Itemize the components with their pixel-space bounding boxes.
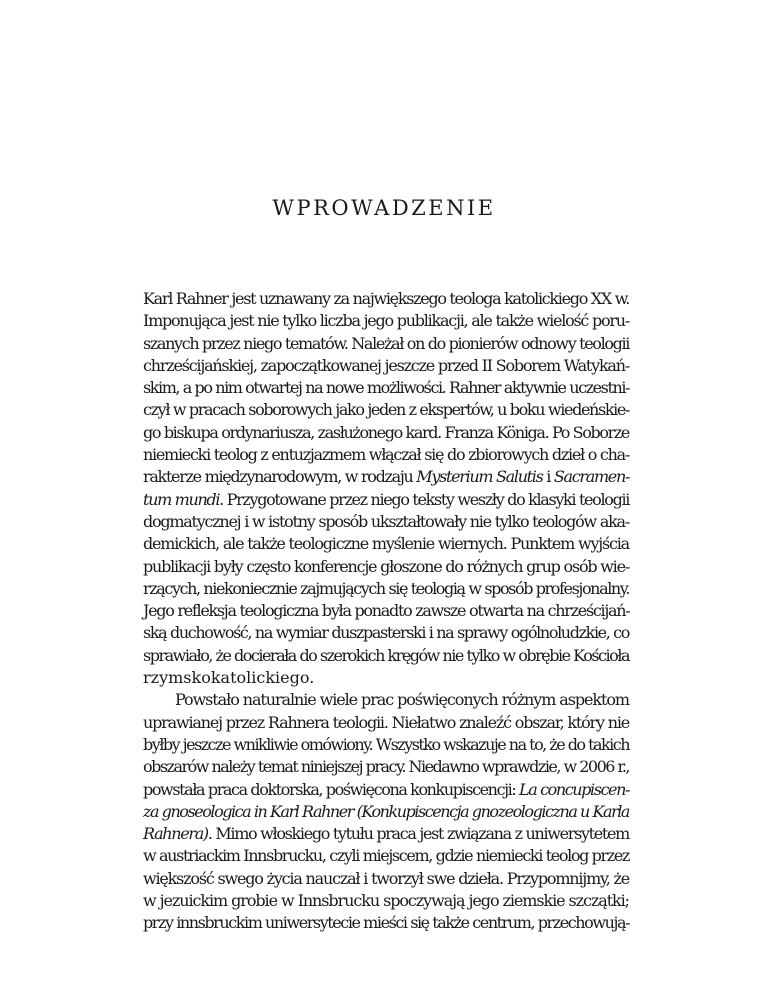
italic-title: tum mundi bbox=[143, 489, 220, 509]
text-line: Powstało naturalnie wiele prac poświęconych różnym aspektom bbox=[175, 690, 629, 710]
text-line: większość swego życia nauczał i tworzył swe dzieła. Przypomnijmy, że bbox=[143, 868, 630, 888]
text-line: tum mundi. Przygotowane przez niego teksty weszły do klasyki teologii bbox=[143, 489, 630, 509]
text-line: chrześcijańskiej, zapoczątkowanej jeszcze przed II Soborem Watykań- bbox=[143, 355, 630, 375]
text-line: dogmatycznej i w istotny sposób ukształtowały nie tylko teologów aka- bbox=[143, 511, 629, 531]
italic-title: Mysterium Salutis bbox=[416, 467, 543, 487]
text-line: Karl Rahner jest uznawany za największego teologa katolickiego XX w. bbox=[143, 289, 629, 308]
text-line: skim, a po nim otwartej na nowe możliwości. Rahner aktywnie uczestni- bbox=[143, 378, 630, 398]
text-line: rzących, niekoniecznie zajmujących się teologią w sposób profesjonalny. bbox=[143, 578, 629, 598]
text-line: sprawiało, że docierała do szerokich kręgów nie tylko w obrębie Kościoła bbox=[143, 645, 629, 665]
text-line: go biskupa ordynariusza, zasłużonego kard. Franza Königa. Po Soborze bbox=[143, 422, 629, 442]
text-line: w jezuickim grobie w Innsbrucku spoczywają jego ziemskie szczątki; bbox=[143, 891, 629, 911]
body-text bbox=[143, 288, 629, 935]
text-line: byłby jeszcze wnikliwie omówiony. Wszystko wskazuje na to, że do takich bbox=[143, 734, 629, 754]
text-line: szanych przez niego tematów. Należał on do pionierów odnowy teologii bbox=[143, 333, 630, 353]
text-line: uprawianej przez Rahnera teologii. Niełatwo znaleźć obszar, który nie bbox=[143, 712, 630, 732]
italic-title: Rahnera). bbox=[143, 824, 212, 844]
text-line: za gnoseologica in Karl Rahner (Konkupiscencja gnozeologiczna u Karla bbox=[143, 801, 630, 821]
text-line: przy innsbruckim uniwersytecie mieści się także centrum, przechowują- bbox=[143, 913, 630, 933]
italic-title: Sacramen- bbox=[553, 467, 630, 487]
text-line: rzymskokatolickiego. bbox=[143, 668, 315, 688]
text-line: obszarów należy temat niniejszej pracy. Niedawno wprawdzie, w 2006 r., bbox=[143, 757, 629, 777]
text-line: powstała praca doktorska, poświęcona konkupiscencji: La concupiscen- bbox=[143, 779, 630, 799]
text-line: Rahnera). Mimo włoskiego tytułu praca jest związana z uniwersytetem bbox=[143, 824, 629, 844]
italic-title: La concupiscen- bbox=[519, 779, 630, 799]
text-line: w austriackim Innsbrucku, czyli miejscem, gdzie niemiecki teolog przez bbox=[143, 846, 629, 866]
chapter-heading: WPROWADZENIE bbox=[272, 196, 496, 220]
text-line: ską duchowość, na wymiar duszpasterski i na sprawy ogólnoludzkie, co bbox=[143, 623, 629, 643]
text-line: czył w pracach soborowych jako jeden z ekspertów, u boku wiedeńskie- bbox=[143, 400, 630, 420]
text-line: demickich, ale także teologiczne myślenie wiernych. Punktem wyjścia bbox=[143, 534, 630, 554]
text-line: publikacji były często konferencje głoszone do różnych grup osób wie- bbox=[143, 556, 629, 576]
text-line: Jego refleksja teologiczna była ponadto zawsze otwarta na chrześcijań- bbox=[143, 601, 630, 621]
text-line: Imponująca jest nie tylko liczba jego publikacji, ale także wielość poru- bbox=[143, 311, 629, 331]
text-line: niemiecki teolog z entuzjazmem włączał się do zbiorowych dzieł o cha- bbox=[143, 445, 630, 465]
text-line: rakterze międzynarodowym, w rodzaju Mysterium Salutis i Sacramen- bbox=[143, 467, 630, 487]
